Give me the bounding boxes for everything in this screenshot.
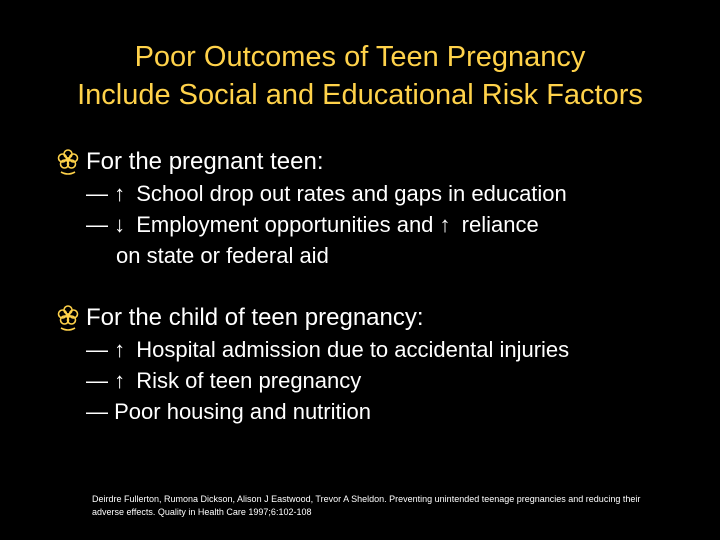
title-line-2: Include Social and Educational Risk Factors — [77, 79, 643, 111]
item-text: School drop out rates and gaps in education — [136, 181, 567, 206]
flower-bullet-icon — [56, 304, 80, 332]
section-heading-row — [56, 302, 706, 334]
item-text: Poor housing and nutrition — [114, 399, 371, 424]
list-item — [86, 365, 706, 396]
up-arrow-icon: ↑ — [114, 368, 126, 393]
down-arrow-icon: ↓ — [114, 212, 126, 237]
dash: — — [86, 212, 108, 237]
list-item — [86, 178, 706, 209]
item-text: reliance — [461, 212, 539, 237]
dash: — — [86, 399, 108, 424]
flower-bullet-icon — [56, 148, 80, 176]
section-child-of-teen-pregnancy — [56, 302, 706, 427]
section-pregnant-teen — [56, 146, 706, 271]
list-item — [86, 209, 706, 271]
item-text: Risk of teen pregnancy — [136, 368, 362, 393]
dash: — — [86, 181, 108, 206]
up-arrow-icon: ↑ — [439, 212, 451, 237]
item-continuation: on state or federal aid — [116, 243, 329, 268]
slide-title — [0, 38, 720, 114]
dash: — — [86, 368, 108, 393]
citation: Deirdre Fullerton, Rumona Dickson, Alison J Eastwood, Trevor A Sheldon. Preventing unintended teenage pregnancies and reducing their adverse effects. Quality in Health Care 1997;6:102-108 — [92, 494, 641, 517]
up-arrow-icon: ↑ — [114, 337, 126, 362]
section-heading: For the pregnant teen: — [86, 148, 324, 175]
title-line-1: Poor Outcomes of Teen Pregnancy — [134, 41, 586, 73]
section-heading: For the child of teen pregnancy: — [86, 304, 424, 331]
up-arrow-icon: ↑ — [114, 181, 126, 206]
section-heading-row — [56, 146, 706, 178]
item-text: Hospital admission due to accidental injuries — [136, 337, 570, 362]
item-text: Employment opportunities and — [136, 212, 440, 237]
list-item — [86, 334, 706, 365]
list-item — [86, 396, 706, 427]
dash: — — [86, 337, 108, 362]
